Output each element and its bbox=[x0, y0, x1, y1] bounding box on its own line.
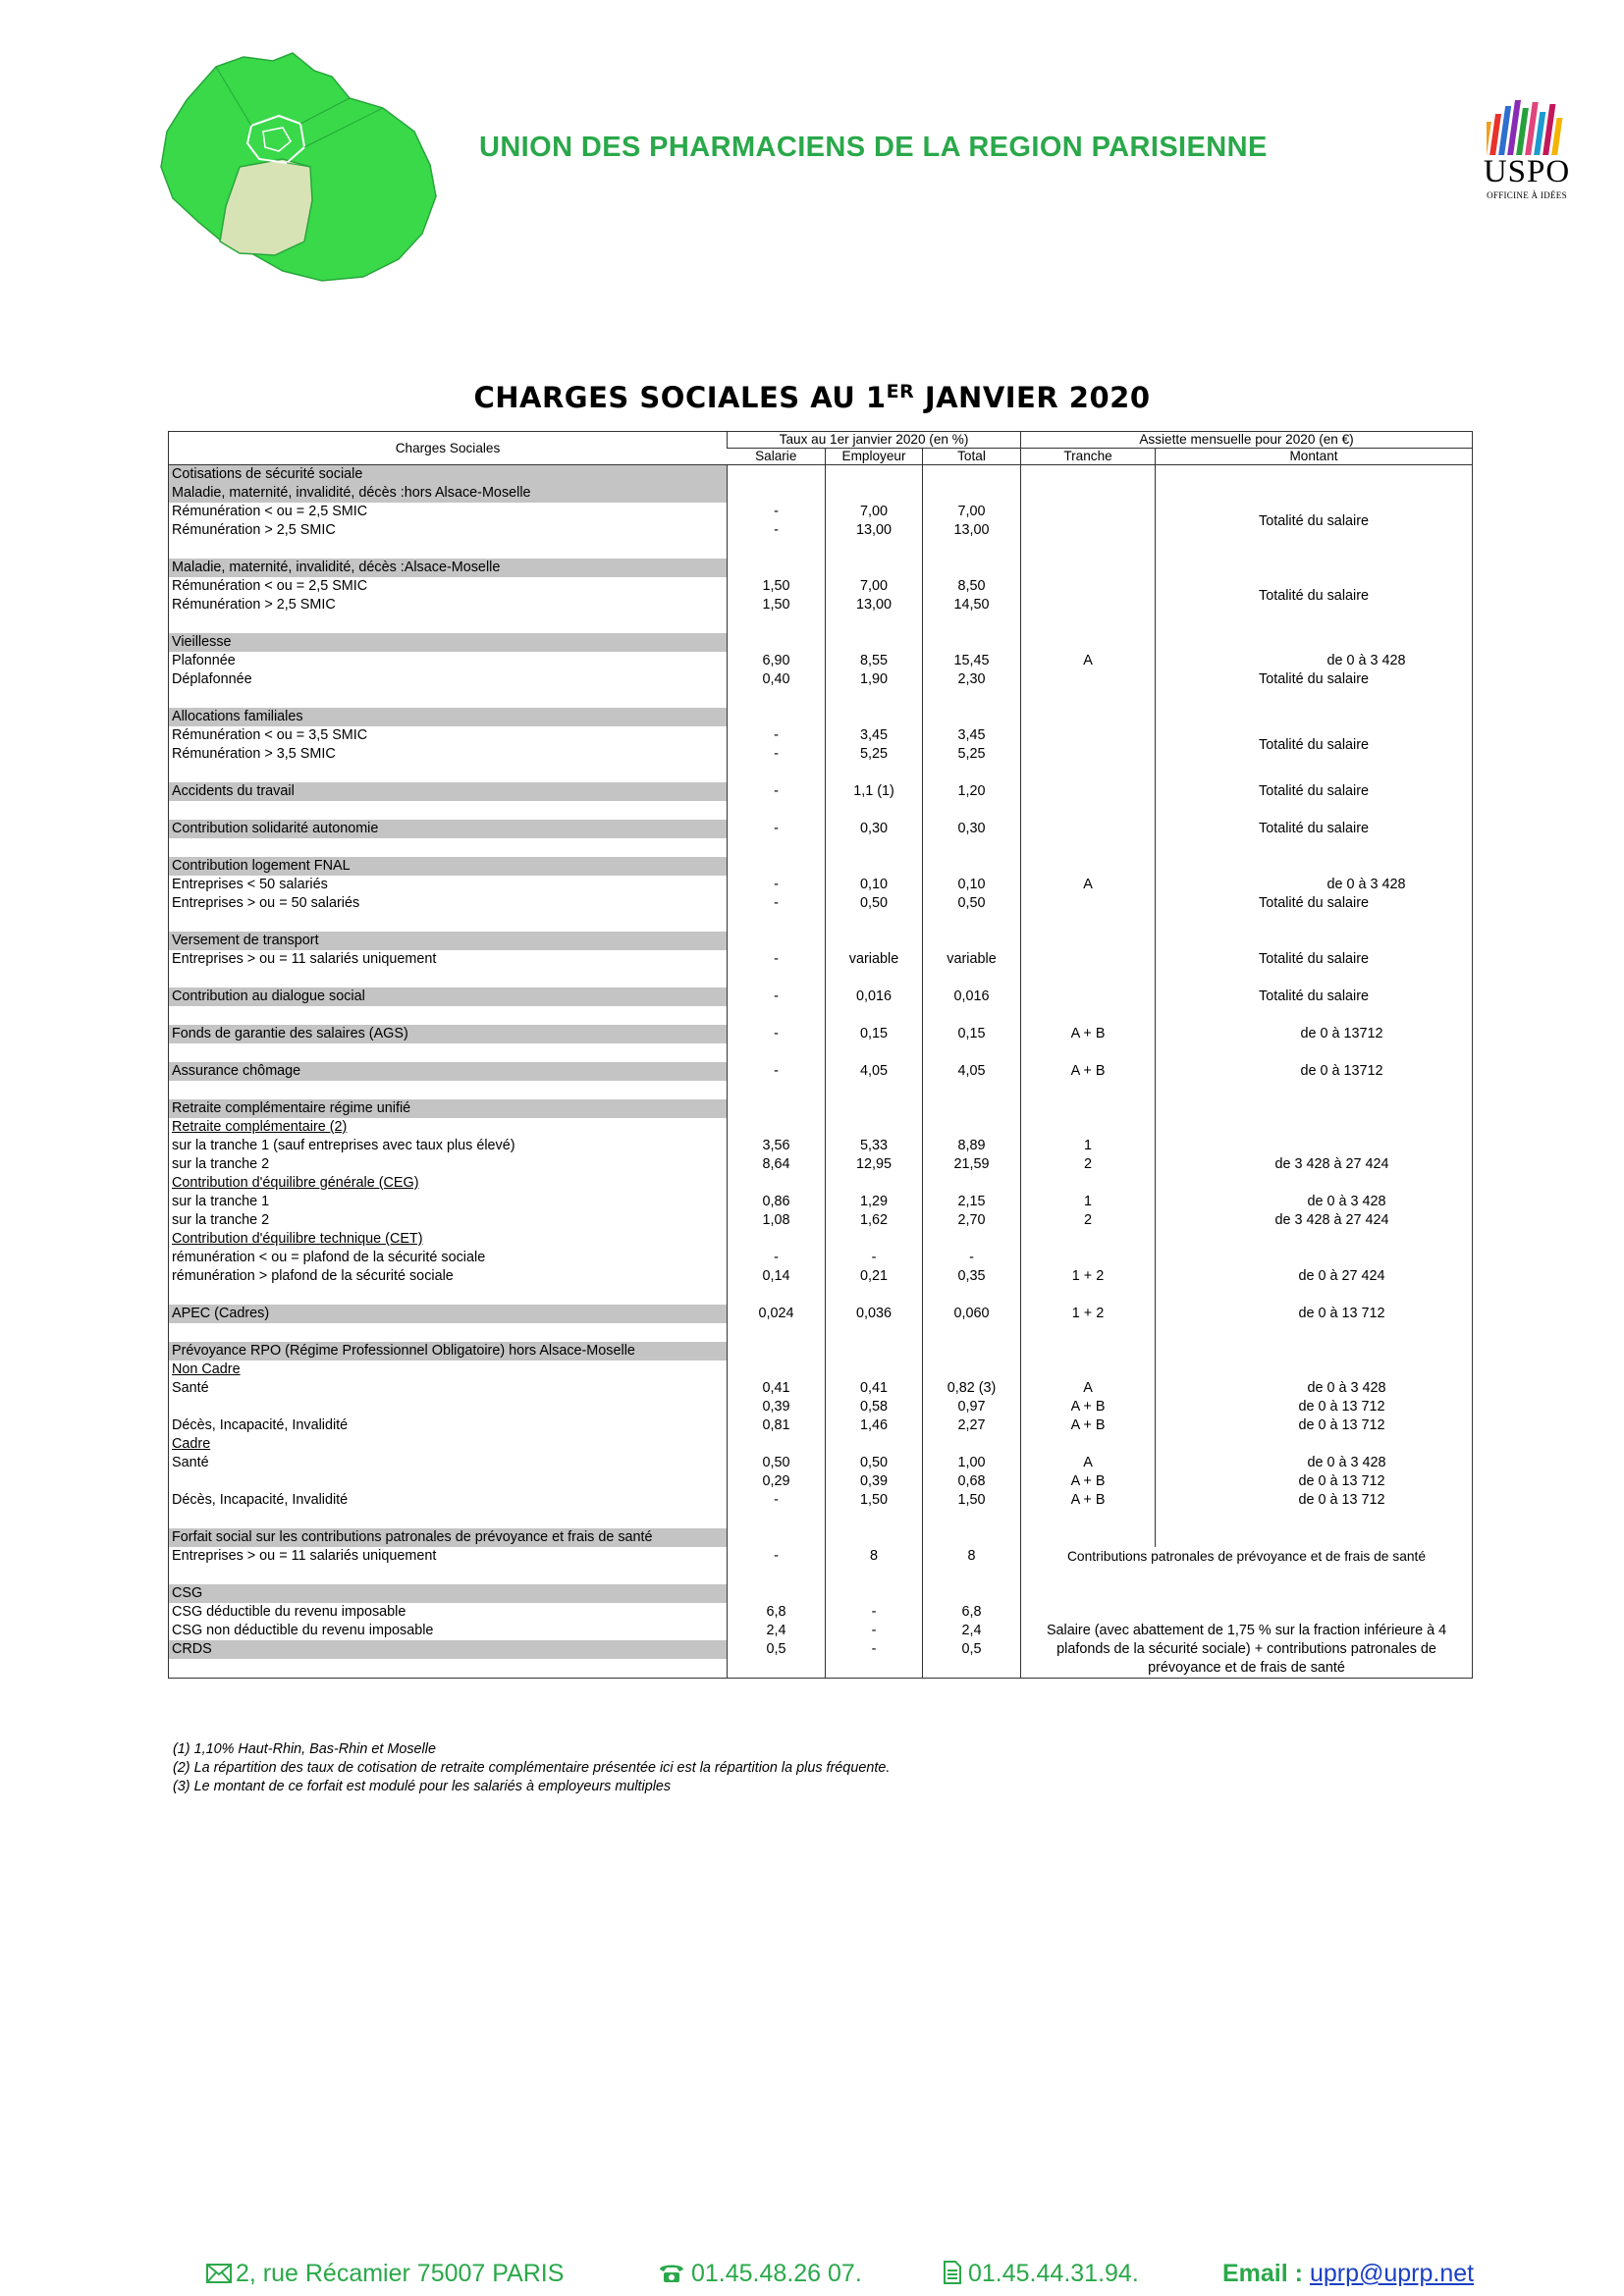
footer-email bbox=[1222, 2260, 1474, 2291]
table-row bbox=[169, 1398, 1473, 1416]
cell-salarie: - bbox=[728, 503, 826, 521]
cell-salarie: - bbox=[728, 521, 826, 540]
cell-total: 3,45 bbox=[923, 726, 1021, 745]
table-row bbox=[169, 782, 1473, 801]
table-row bbox=[169, 857, 1473, 876]
table-row bbox=[169, 577, 1473, 596]
cell-employeur: 0,50 bbox=[826, 1454, 923, 1472]
cell-tranche: 2 bbox=[1021, 1211, 1156, 1230]
cell-montant: de 0 à 3 428 bbox=[1156, 1379, 1473, 1398]
cell-tranche: A bbox=[1021, 652, 1156, 670]
cell-total: 2,4 bbox=[923, 1622, 1021, 1640]
cell-montant: de 0 à 27 424 bbox=[1156, 1267, 1473, 1286]
cell-total: 8,89 bbox=[923, 1137, 1021, 1155]
row-label: sur la tranche 2 bbox=[172, 1156, 270, 1172]
region-map-logo bbox=[157, 49, 442, 302]
table-row bbox=[169, 708, 1473, 726]
cell-assiette: Salaire (avec abattement de 1,75 % sur la fraction inférieure à 4 plafonds de la sécurité sociale) + contributions patronales de prévoyance et de frais de santé bbox=[1021, 1622, 1473, 1679]
row-label: rémunération < ou = plafond de la sécurité sociale bbox=[172, 1250, 486, 1265]
phone-icon bbox=[658, 2262, 685, 2283]
cell-salarie: 1,50 bbox=[728, 596, 826, 614]
cell-total: 8 bbox=[923, 1547, 1021, 1566]
cell-total: 2,27 bbox=[923, 1416, 1021, 1435]
cell-salarie: 2,4 bbox=[728, 1622, 826, 1640]
cell-employeur: 0,50 bbox=[826, 894, 923, 913]
table-row bbox=[169, 726, 1473, 745]
cell-employeur: 0,58 bbox=[826, 1398, 923, 1416]
cell-total: - bbox=[923, 1249, 1021, 1267]
cell-total: 0,35 bbox=[923, 1267, 1021, 1286]
row-label: Entreprises > ou = 11 salariés uniquement bbox=[172, 1548, 437, 1564]
cell-salarie: 0,29 bbox=[728, 1472, 826, 1491]
cell-tranche: A + B bbox=[1021, 1472, 1156, 1491]
cell-total: 1,00 bbox=[923, 1454, 1021, 1472]
cell-tranche: A bbox=[1021, 1379, 1156, 1398]
table-row bbox=[169, 1305, 1473, 1323]
cell-total: 0,50 bbox=[923, 894, 1021, 913]
cell-salarie: 6,8 bbox=[728, 1603, 826, 1622]
table-row bbox=[169, 1155, 1473, 1174]
cell-employeur: - bbox=[826, 1622, 923, 1640]
document-title bbox=[0, 381, 1624, 414]
cell-salarie: - bbox=[728, 876, 826, 894]
cell-salarie: 0,39 bbox=[728, 1398, 826, 1416]
cell-montant: de 3 428 à 27 424 bbox=[1156, 1155, 1473, 1174]
cell-total: 0,10 bbox=[923, 876, 1021, 894]
cell-salarie: 0,41 bbox=[728, 1379, 826, 1398]
cell-employeur: 7,00 bbox=[826, 503, 923, 521]
cell-tranche bbox=[1021, 894, 1156, 913]
cell-employeur: 12,95 bbox=[826, 1155, 923, 1174]
table-row bbox=[169, 1137, 1473, 1155]
cell-montant: de 0 à 13 712 bbox=[1156, 1416, 1473, 1435]
title-main: CHARGES SOCIALES AU 1 bbox=[473, 381, 887, 414]
cell-employeur: 1,50 bbox=[826, 1491, 923, 1510]
cell-employeur: 3,45 bbox=[826, 726, 923, 745]
cell-salarie: - bbox=[728, 988, 826, 1006]
row-label: Rémunération < ou = 2,5 SMIC bbox=[172, 504, 368, 519]
cell-tranche bbox=[1021, 950, 1156, 969]
row-label: Entreprises > ou = 50 salariés bbox=[172, 895, 360, 911]
cell-employeur: - bbox=[826, 1640, 923, 1659]
cell-employeur: 8 bbox=[826, 1547, 923, 1566]
cell-total: 0,97 bbox=[923, 1398, 1021, 1416]
row-label: sur la tranche 2 bbox=[172, 1212, 270, 1228]
cell-tranche: 1 + 2 bbox=[1021, 1305, 1156, 1323]
row-label: Rémunération > 2,5 SMIC bbox=[172, 522, 336, 538]
cell-tranche: 1 + 2 bbox=[1021, 1267, 1156, 1286]
table-row bbox=[169, 1416, 1473, 1435]
row-label: Rémunération < ou = 2,5 SMIC bbox=[172, 578, 368, 594]
table-row bbox=[169, 670, 1473, 689]
col-tranche: Tranche bbox=[1021, 449, 1156, 465]
cell-salarie: 3,56 bbox=[728, 1137, 826, 1155]
table-row bbox=[169, 1361, 1473, 1379]
email-link[interactable]: uprp@uprp.net bbox=[1309, 2260, 1475, 2287]
cell-salarie: 1,08 bbox=[728, 1211, 826, 1230]
cell-employeur: 0,016 bbox=[826, 988, 923, 1006]
section-title: Versement de transport bbox=[169, 932, 728, 950]
section-title: Contribution au dialogue social bbox=[169, 988, 728, 1006]
footer-address bbox=[206, 2260, 564, 2291]
section-title: Cotisations de sécurité sociale bbox=[169, 465, 728, 485]
subsection-label: Contribution d'équilibre générale (CEG) bbox=[172, 1175, 419, 1191]
subsection-label: Contribution d'équilibre technique (CET) bbox=[172, 1231, 423, 1247]
row-label: Rémunération > 2,5 SMIC bbox=[172, 597, 336, 613]
cell-total: 7,00 bbox=[923, 503, 1021, 521]
cell-montant: de 0 à 13 712 bbox=[1156, 1305, 1473, 1323]
cell-salarie: - bbox=[728, 1547, 826, 1566]
cell-tranche: A bbox=[1021, 876, 1156, 894]
cell-salarie: - bbox=[728, 782, 826, 801]
table-row bbox=[169, 1211, 1473, 1230]
cell-salarie: - bbox=[728, 1249, 826, 1267]
cell-montant: de 0 à 13 712 bbox=[1156, 1398, 1473, 1416]
cell-total: 2,70 bbox=[923, 1211, 1021, 1230]
title-tail: JANVIER 2020 bbox=[914, 381, 1151, 414]
cell-montant: de 0 à 3 428 bbox=[1156, 652, 1473, 670]
cell-montant: Totalité du salaire bbox=[1156, 894, 1473, 913]
row-label: Entreprises > ou = 11 salariés uniquement bbox=[172, 951, 437, 967]
row-label: Santé bbox=[172, 1455, 209, 1470]
cell-montant: de 0 à 13 712 bbox=[1156, 1472, 1473, 1491]
section-title: Fonds de garantie des salaires (AGS) bbox=[169, 1025, 728, 1043]
cell-total: 6,8 bbox=[923, 1603, 1021, 1622]
row-label: Rémunération > 3,5 SMIC bbox=[172, 746, 336, 762]
cell-employeur: 13,00 bbox=[826, 596, 923, 614]
cell-tranche: A + B bbox=[1021, 1416, 1156, 1435]
cell-salarie: 0,86 bbox=[728, 1193, 826, 1211]
cell-total: 15,45 bbox=[923, 652, 1021, 670]
cell-employeur: 5,25 bbox=[826, 745, 923, 764]
table-row bbox=[169, 1547, 1473, 1566]
cell-tranche bbox=[1021, 670, 1156, 689]
row-label: sur la tranche 1 bbox=[172, 1194, 270, 1209]
section-title: Prévoyance RPO (Régime Professionnel Obligatoire) hors Alsace-Moselle bbox=[169, 1342, 728, 1361]
table-row bbox=[169, 1379, 1473, 1398]
cell-montant: de 0 à 13 712 bbox=[1156, 1491, 1473, 1510]
cell-employeur: 0,10 bbox=[826, 876, 923, 894]
table-row bbox=[169, 1342, 1473, 1361]
cell-employeur: 0,15 bbox=[826, 1025, 923, 1043]
cell-salarie: - bbox=[728, 1025, 826, 1043]
cell-montant bbox=[1156, 1249, 1473, 1267]
cell-total: 0,15 bbox=[923, 1025, 1021, 1043]
cell-tranche: A bbox=[1021, 1454, 1156, 1472]
footnote: (1) 1,10% Haut-Rhin, Bas-Rhin et Moselle bbox=[173, 1741, 436, 1757]
fax-icon bbox=[943, 2261, 962, 2284]
cell-tranche bbox=[1021, 820, 1156, 838]
footnotes bbox=[173, 1740, 890, 1796]
cell-employeur: 7,00 bbox=[826, 577, 923, 596]
cell-montant: Totalité du salaire bbox=[1156, 820, 1473, 838]
cell-tranche: 1 bbox=[1021, 1193, 1156, 1211]
table-row bbox=[169, 633, 1473, 652]
cell-employeur: 1,90 bbox=[826, 670, 923, 689]
cell-total: 4,05 bbox=[923, 1062, 1021, 1081]
table-row bbox=[169, 1062, 1473, 1081]
table-row bbox=[169, 894, 1473, 913]
social-charges-table bbox=[168, 431, 1473, 1679]
cell-salarie: - bbox=[728, 1491, 826, 1510]
cell-employeur: 5,33 bbox=[826, 1137, 923, 1155]
section-title: APEC (Cadres) bbox=[169, 1305, 728, 1323]
row-label: rémunération > plafond de la sécurité sociale bbox=[172, 1268, 454, 1284]
section-title: Forfait social sur les contributions patronales de prévoyance et frais de santé bbox=[169, 1528, 728, 1547]
table-row bbox=[169, 1249, 1473, 1267]
cell-montant: de 3 428 à 27 424 bbox=[1156, 1211, 1473, 1230]
table-row bbox=[169, 1267, 1473, 1286]
uspo-bars-graphic bbox=[1487, 100, 1567, 155]
row-label bbox=[169, 1472, 728, 1491]
subsection-label: Cadre bbox=[172, 1436, 211, 1452]
section-title: CSG bbox=[169, 1584, 728, 1603]
cell-total: 2,30 bbox=[923, 670, 1021, 689]
table-row bbox=[169, 559, 1473, 577]
row-label: Plafonnée bbox=[172, 653, 236, 668]
cell-tranche bbox=[1021, 988, 1156, 1006]
uspo-logo bbox=[1469, 100, 1585, 204]
row-label: Déplafonnée bbox=[172, 671, 252, 687]
cell-total: 0,016 bbox=[923, 988, 1021, 1006]
cell-total: 0,30 bbox=[923, 820, 1021, 838]
cell-salarie: 6,90 bbox=[728, 652, 826, 670]
cell-montant: Totalité du salaire bbox=[1156, 503, 1473, 540]
cell-salarie: 0,81 bbox=[728, 1416, 826, 1435]
cell-employeur: 8,55 bbox=[826, 652, 923, 670]
cell-employeur: 13,00 bbox=[826, 521, 923, 540]
subsection-label: Retraite complémentaire (2) bbox=[172, 1119, 348, 1135]
cell-tranche bbox=[1021, 1249, 1156, 1267]
cell-salarie: - bbox=[728, 726, 826, 745]
table-row bbox=[169, 1025, 1473, 1043]
table-row bbox=[169, 1528, 1473, 1547]
row-label bbox=[169, 1398, 728, 1416]
row-label: Santé bbox=[172, 1380, 209, 1396]
table-row bbox=[169, 1472, 1473, 1491]
cell-salarie: 8,64 bbox=[728, 1155, 826, 1174]
cell-montant: Totalité du salaire bbox=[1156, 726, 1473, 764]
section-title: Accidents du travail bbox=[169, 782, 728, 801]
section-title: Retraite complémentaire régime unifié bbox=[169, 1099, 728, 1118]
table-row bbox=[169, 1193, 1473, 1211]
cell-employeur: 0,30 bbox=[826, 820, 923, 838]
col-montant: Montant bbox=[1156, 449, 1473, 465]
row-label: Décès, Incapacité, Invalidité bbox=[172, 1417, 349, 1433]
cell-montant: Totalité du salaire bbox=[1156, 782, 1473, 801]
col-employeur: Employeur bbox=[826, 449, 923, 465]
footer-phone bbox=[658, 2260, 862, 2291]
cell-total: 0,5 bbox=[923, 1640, 1021, 1659]
title-superscript: ER bbox=[886, 381, 915, 402]
cell-total: 0,060 bbox=[923, 1305, 1021, 1323]
cell-total: 1,50 bbox=[923, 1491, 1021, 1510]
cell-total: 13,00 bbox=[923, 521, 1021, 540]
cell-salarie: - bbox=[728, 745, 826, 764]
cell-total: 0,82 (3) bbox=[923, 1379, 1021, 1398]
cell-total: 5,25 bbox=[923, 745, 1021, 764]
cell-salarie: - bbox=[728, 894, 826, 913]
footer-fax bbox=[943, 2260, 1139, 2291]
cell-total: 1,20 bbox=[923, 782, 1021, 801]
col-group-taux: Taux au 1er janvier 2020 (en %) bbox=[728, 432, 1021, 449]
table-row bbox=[169, 1099, 1473, 1118]
col-total: Total bbox=[923, 449, 1021, 465]
table-row bbox=[169, 652, 1473, 670]
fax-text: 01.45.44.31.94. bbox=[968, 2260, 1139, 2287]
table-row bbox=[169, 1230, 1473, 1249]
cell-montant: de 0 à 13712 bbox=[1156, 1062, 1473, 1081]
section-title: Assurance chômage bbox=[169, 1062, 728, 1081]
uspo-name: USPO bbox=[1483, 154, 1571, 189]
cell-salarie: 1,50 bbox=[728, 577, 826, 596]
table-row bbox=[169, 932, 1473, 950]
cell-montant: de 0 à 3 428 bbox=[1156, 1454, 1473, 1472]
cell-employeur: - bbox=[826, 1249, 923, 1267]
cell-total: 2,15 bbox=[923, 1193, 1021, 1211]
cell-assiette: Contributions patronales de prévoyance et de frais de santé bbox=[1021, 1547, 1473, 1566]
cell-total: 8,50 bbox=[923, 577, 1021, 596]
cell-montant: Totalité du salaire bbox=[1156, 577, 1473, 614]
cell-employeur: 1,62 bbox=[826, 1211, 923, 1230]
footnote: (3) Le montant de ce forfait est modulé pour les salariés à employeurs multiples bbox=[173, 1779, 672, 1794]
table-row bbox=[169, 1174, 1473, 1193]
cell-montant: Totalité du salaire bbox=[1156, 988, 1473, 1006]
section-title: Vieillesse bbox=[169, 633, 728, 652]
table-row bbox=[169, 1118, 1473, 1137]
cell-tranche: A + B bbox=[1021, 1025, 1156, 1043]
section-title: Allocations familiales bbox=[169, 708, 728, 726]
cell-employeur: 0,036 bbox=[826, 1305, 923, 1323]
table-row bbox=[169, 465, 1473, 485]
cell-employeur: 1,1 (1) bbox=[826, 782, 923, 801]
cell-total: variable bbox=[923, 950, 1021, 969]
cell-montant: de 0 à 3 428 bbox=[1156, 1193, 1473, 1211]
row-label: CSG déductible du revenu imposable bbox=[172, 1604, 406, 1620]
table-row bbox=[169, 1491, 1473, 1510]
section-title: Contribution logement FNAL bbox=[169, 857, 728, 876]
cell-employeur: 4,05 bbox=[826, 1062, 923, 1081]
cell-salarie: 0,50 bbox=[728, 1454, 826, 1472]
subsection-label: Non Cadre bbox=[172, 1362, 241, 1377]
row-label: sur la tranche 1 (sauf entreprises avec taux plus élevé) bbox=[172, 1138, 515, 1153]
address-text: 2, rue Récamier 75007 PARIS bbox=[236, 2260, 565, 2287]
row-label: Entreprises < 50 salariés bbox=[172, 877, 328, 892]
cell-employeur: 1,46 bbox=[826, 1416, 923, 1435]
table-row bbox=[169, 1622, 1473, 1640]
cell-total: 0,68 bbox=[923, 1472, 1021, 1491]
cell-salarie: - bbox=[728, 1062, 826, 1081]
table-row bbox=[169, 950, 1473, 969]
cell-tranche: A + B bbox=[1021, 1062, 1156, 1081]
phone-text: 01.45.48.26 07. bbox=[691, 2260, 862, 2287]
table-row bbox=[169, 820, 1473, 838]
cell-salarie: 0,14 bbox=[728, 1267, 826, 1286]
table-row bbox=[169, 988, 1473, 1006]
cell-montant: de 0 à 13712 bbox=[1156, 1025, 1473, 1043]
row-label: Rémunération < ou = 3,5 SMIC bbox=[172, 727, 368, 743]
cell-employeur: 1,29 bbox=[826, 1193, 923, 1211]
section-subtitle: Maladie, maternité, invalidité, décès :hors Alsace-Moselle bbox=[169, 484, 728, 503]
cell-employeur: 0,41 bbox=[826, 1379, 923, 1398]
cell-total: 14,50 bbox=[923, 596, 1021, 614]
row-label: Décès, Incapacité, Invalidité bbox=[172, 1492, 349, 1508]
cell-total: 21,59 bbox=[923, 1155, 1021, 1174]
table-row bbox=[169, 1603, 1473, 1622]
cell-employeur: variable bbox=[826, 950, 923, 969]
cell-montant: Totalité du salaire bbox=[1156, 950, 1473, 969]
cell-tranche: 1 bbox=[1021, 1137, 1156, 1155]
table-row bbox=[169, 876, 1473, 894]
cell-salarie: 0,024 bbox=[728, 1305, 826, 1323]
table-row bbox=[169, 503, 1473, 521]
envelope-icon bbox=[206, 2264, 232, 2283]
organization-title: UNION DES PHARMACIENS DE LA REGION PARISIENNE bbox=[479, 132, 1268, 163]
uspo-tagline: OFFICINE À IDÉES bbox=[1487, 190, 1567, 200]
section-title: CRDS bbox=[169, 1640, 728, 1659]
cell-montant: Totalité du salaire bbox=[1156, 670, 1473, 689]
col-charges-sociales: Charges Sociales bbox=[169, 432, 728, 465]
row-label: CSG non déductible du revenu imposable bbox=[172, 1623, 434, 1638]
cell-salarie: - bbox=[728, 820, 826, 838]
cell-tranche: 2 bbox=[1021, 1155, 1156, 1174]
cell-employeur: 0,21 bbox=[826, 1267, 923, 1286]
cell-employeur: - bbox=[826, 1603, 923, 1622]
cell-montant: de 0 à 3 428 bbox=[1156, 876, 1473, 894]
cell-tranche bbox=[1021, 782, 1156, 801]
cell-employeur: 0,39 bbox=[826, 1472, 923, 1491]
cell-tranche: A + B bbox=[1021, 1491, 1156, 1510]
table-row bbox=[169, 1584, 1473, 1603]
cell-salarie: 0,5 bbox=[728, 1640, 826, 1659]
cell-tranche: A + B bbox=[1021, 1398, 1156, 1416]
email-label: Email : bbox=[1222, 2260, 1303, 2287]
cell-salarie: - bbox=[728, 950, 826, 969]
section-title: Contribution solidarité autonomie bbox=[169, 820, 728, 838]
section-title: Maladie, maternité, invalidité, décès :Alsace-Moselle bbox=[169, 559, 728, 577]
col-group-assiette: Assiette mensuelle pour 2020 (en €) bbox=[1021, 432, 1473, 449]
table-row bbox=[169, 1435, 1473, 1454]
table-row bbox=[169, 484, 1473, 503]
col-salarie: Salarie bbox=[728, 449, 826, 465]
footnote: (2) La répartition des taux de cotisation de retraite complémentaire présentée ici est la répartition la plus fréquente. bbox=[173, 1760, 891, 1776]
cell-salarie: 0,40 bbox=[728, 670, 826, 689]
cell-montant bbox=[1156, 1137, 1473, 1155]
table-row bbox=[169, 1454, 1473, 1472]
